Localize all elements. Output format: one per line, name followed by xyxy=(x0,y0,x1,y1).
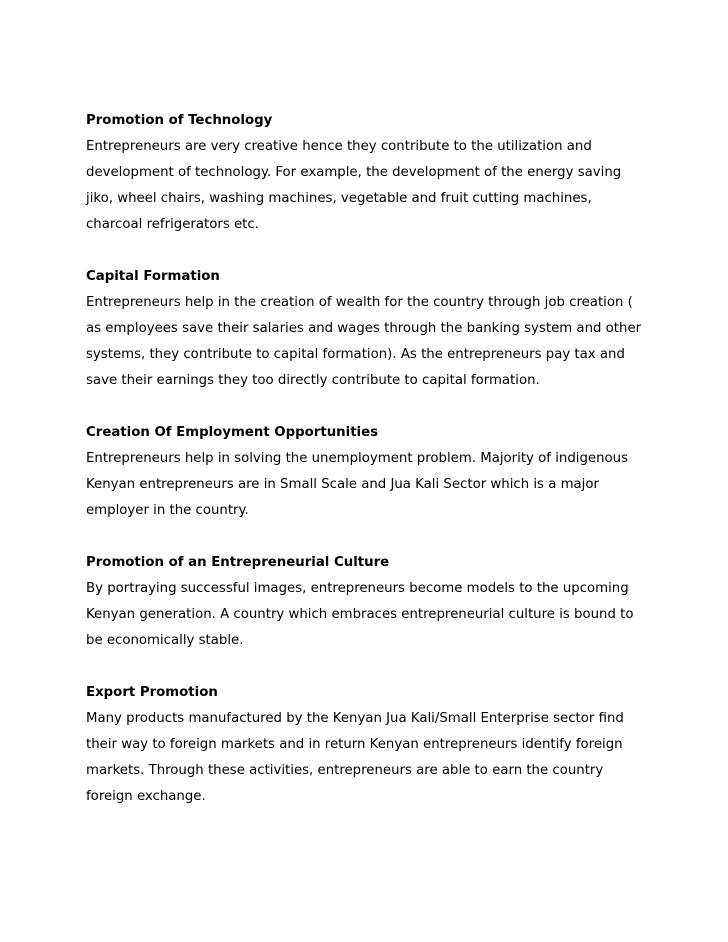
paragraph-line: Kenyan generation. A country which embraces entrepreneurial culture is bound to xyxy=(86,607,634,622)
paragraph-line: save their earnings they too directly contribute to capital formation. xyxy=(86,373,540,388)
paragraph-line: foreign exchange. xyxy=(86,789,206,804)
paragraph-line: By portraying successful images, entrepreneurs become models to the upcoming xyxy=(86,581,629,596)
paragraph-line: Entrepreneurs are very creative hence they contribute to the utilization and xyxy=(86,139,592,154)
section-promotion-of-technology xyxy=(86,108,698,238)
section-heading: Promotion of Technology xyxy=(86,113,273,128)
document-page xyxy=(86,108,698,836)
paragraph-line: Entrepreneurs help in solving the unemployment problem. Majority of indigenous xyxy=(86,451,628,466)
section-capital-formation xyxy=(86,264,698,394)
paragraph-line: jiko, wheel chairs, washing machines, vegetable and fruit cutting machines, xyxy=(86,191,592,206)
paragraph-line: charcoal refrigerators etc. xyxy=(86,217,259,232)
section-heading: Capital Formation xyxy=(86,269,220,284)
section-heading: Promotion of an Entrepreneurial Culture xyxy=(86,555,390,570)
paragraph-line: their way to foreign markets and in return Kenyan entrepreneurs identify foreign xyxy=(86,737,623,752)
section-entrepreneurial-culture xyxy=(86,550,698,654)
paragraph-line: markets. Through these activities, entrepreneurs are able to earn the country xyxy=(86,763,604,778)
section-export-promotion xyxy=(86,680,698,810)
paragraph-line: employer in the country. xyxy=(86,503,249,518)
paragraph-line: development of technology. For example, the development of the energy saving xyxy=(86,165,622,180)
paragraph-line: be economically stable. xyxy=(86,633,244,648)
section-creation-of-employment-opportunities xyxy=(86,420,698,524)
section-heading: Creation Of Employment Opportunities xyxy=(86,425,379,440)
paragraph-line: systems, they contribute to capital formation). As the entrepreneurs pay tax and xyxy=(86,347,625,362)
section-heading: Export Promotion xyxy=(86,685,218,700)
paragraph-line: as employees save their salaries and wages through the banking system and other xyxy=(86,321,642,336)
paragraph-line: Entrepreneurs help in the creation of wealth for the country through job creation ( xyxy=(86,295,633,310)
paragraph-line: Kenyan entrepreneurs are in Small Scale and Jua Kali Sector which is a major xyxy=(86,477,599,492)
paragraph-line: Many products manufactured by the Kenyan Jua Kali/Small Enterprise sector find xyxy=(86,711,624,726)
